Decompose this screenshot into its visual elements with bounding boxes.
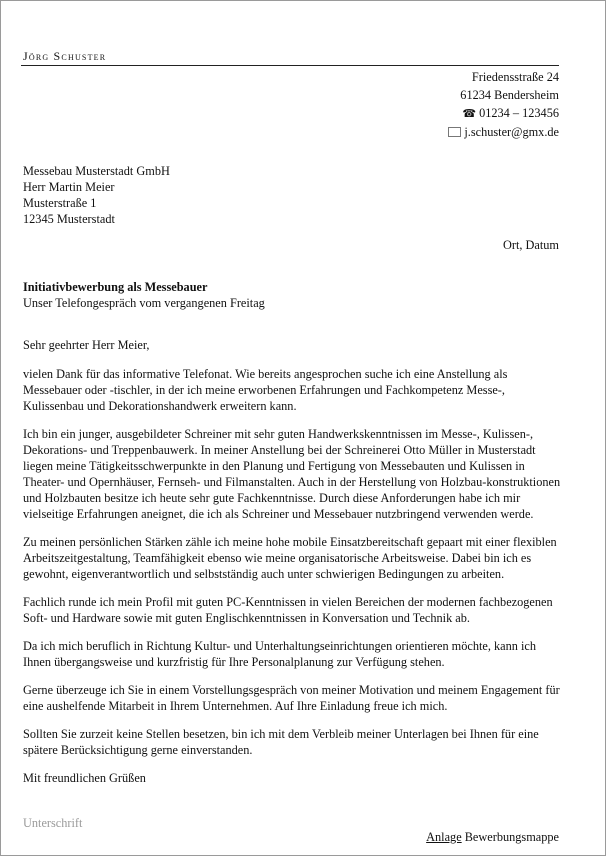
closing: Mit freundlichen Grüßen <box>23 771 146 785</box>
sender-address <box>448 68 559 141</box>
body-paragraph: Gerne überzeuge ich Sie in einem Vorstellungsgespräch von meiner Motivation und meinem Engagement für eine aushelfende Mitarbeit in Ihrem Unternehmen. Auf Ihre Einladung freue ich mich. <box>23 683 560 713</box>
mail-icon <box>448 127 461 137</box>
attachment-value: Bewerbungsmappe <box>464 830 559 844</box>
subject-subtitle: Unser Telefongespräch vom vergangenen Freitag <box>23 296 265 310</box>
recipient-address <box>23 163 170 227</box>
recipient-contact: Herr Martin Meier <box>23 180 115 194</box>
attachment-line <box>426 829 559 845</box>
sender-name-header: Jörg Schuster <box>23 49 107 63</box>
phone-icon: ☎ <box>462 108 477 120</box>
recipient-company: Messebau Musterstadt GmbH <box>23 164 170 178</box>
subject-title: Initiativbewerbung als Messebauer <box>23 280 208 294</box>
sender-phone-line <box>448 104 559 123</box>
attachment-label: Anlage <box>426 830 462 844</box>
signature-placeholder: Unterschrift <box>23 816 83 830</box>
body-paragraph: Zu meinen persönlichen Stärken zähle ich meine hohe mobile Einsatzbereitschaft gepaart mit einer flexiblen Arbeitszeitgestaltung, Teamfähigkeit ebenso wie meine organisatorische Arbeitsweise. Dabei bin ich es gewohnt, eigenverantwortlich und selbstständig auch unter schwierigen Bedingungen zu arbeiten. <box>23 535 557 581</box>
sender-email: j.schuster@gmx.de <box>464 125 559 139</box>
sender-street: Friedensstraße 24 <box>471 70 559 84</box>
salutation: Sehr geehrter Herr Meier, <box>23 338 150 352</box>
sender-city: 61234 Bendersheim <box>460 88 559 102</box>
recipient-street: Musterstraße 1 <box>23 196 97 210</box>
letter-body <box>23 337 563 786</box>
body-paragraph: Ich bin ein junger, ausgebildeter Schreiner mit sehr guten Handwerkskenntnissen im Messe-, Kulissen-, Dekorations- und Treppenbauwerk. In meiner Anstellung bei der Schreinerei Otto Müller in Musterstadt liegen meine Tätigkeitsschwerpunkte in den Planung und Fertigung von Messebauten und Kulissen in Theater- und Opernhäuser, Fernseh- und Filmanstalten. Auch in der Herstellung von Holzbau-konstruktionen und Holzbauten besitze ich heute sehr gute Fachkenntnisse. Durch diese Anforderungen habe ich mir vielseitige Erfahrungen aneignet, die ich als Schreiner und Messebauer nutzbringend verwenden werde. <box>23 427 561 521</box>
body-paragraph: vielen Dank für das informative Telefonat. Wie bereits angesprochen suche ich eine Anstellung als Messebauer oder -tischler, in der ich meine erworbenen Erfahrungen und Fachkompetenz Messe-, Kulissenbau und Dekorationshandwerk erweitern kann. <box>23 367 508 413</box>
place-date: Ort, Datum <box>502 238 559 252</box>
subject-block <box>23 279 265 311</box>
body-paragraph: Fachlich runde ich mein Profil mit guten PC-Kenntnissen in vielen Bereichen der modernen fachbezogenen Soft- und Hardware sowie mit guten Englischkenntnissen in Konversation und Technik ab. <box>23 595 553 625</box>
sender-phone: 01234 – 123456 <box>479 106 559 120</box>
header-divider <box>21 65 559 66</box>
body-paragraph: Da ich mich beruflich in Richtung Kultur- und Unterhaltungseinrichtungen orientieren möchte, kann ich Ihnen übergangsweise und kurzfristig für Ihre Personalplanung zur Verfügung stehen. <box>23 639 537 669</box>
body-paragraph: Sollten Sie zurzeit keine Stellen besetzen, bin ich mit dem Verbleib meiner Unterlagen bei Ihnen für eine spätere Berücksichtigung gerne einverstanden. <box>23 727 539 757</box>
sender-email-line <box>448 123 559 141</box>
recipient-city: 12345 Musterstadt <box>23 212 115 226</box>
